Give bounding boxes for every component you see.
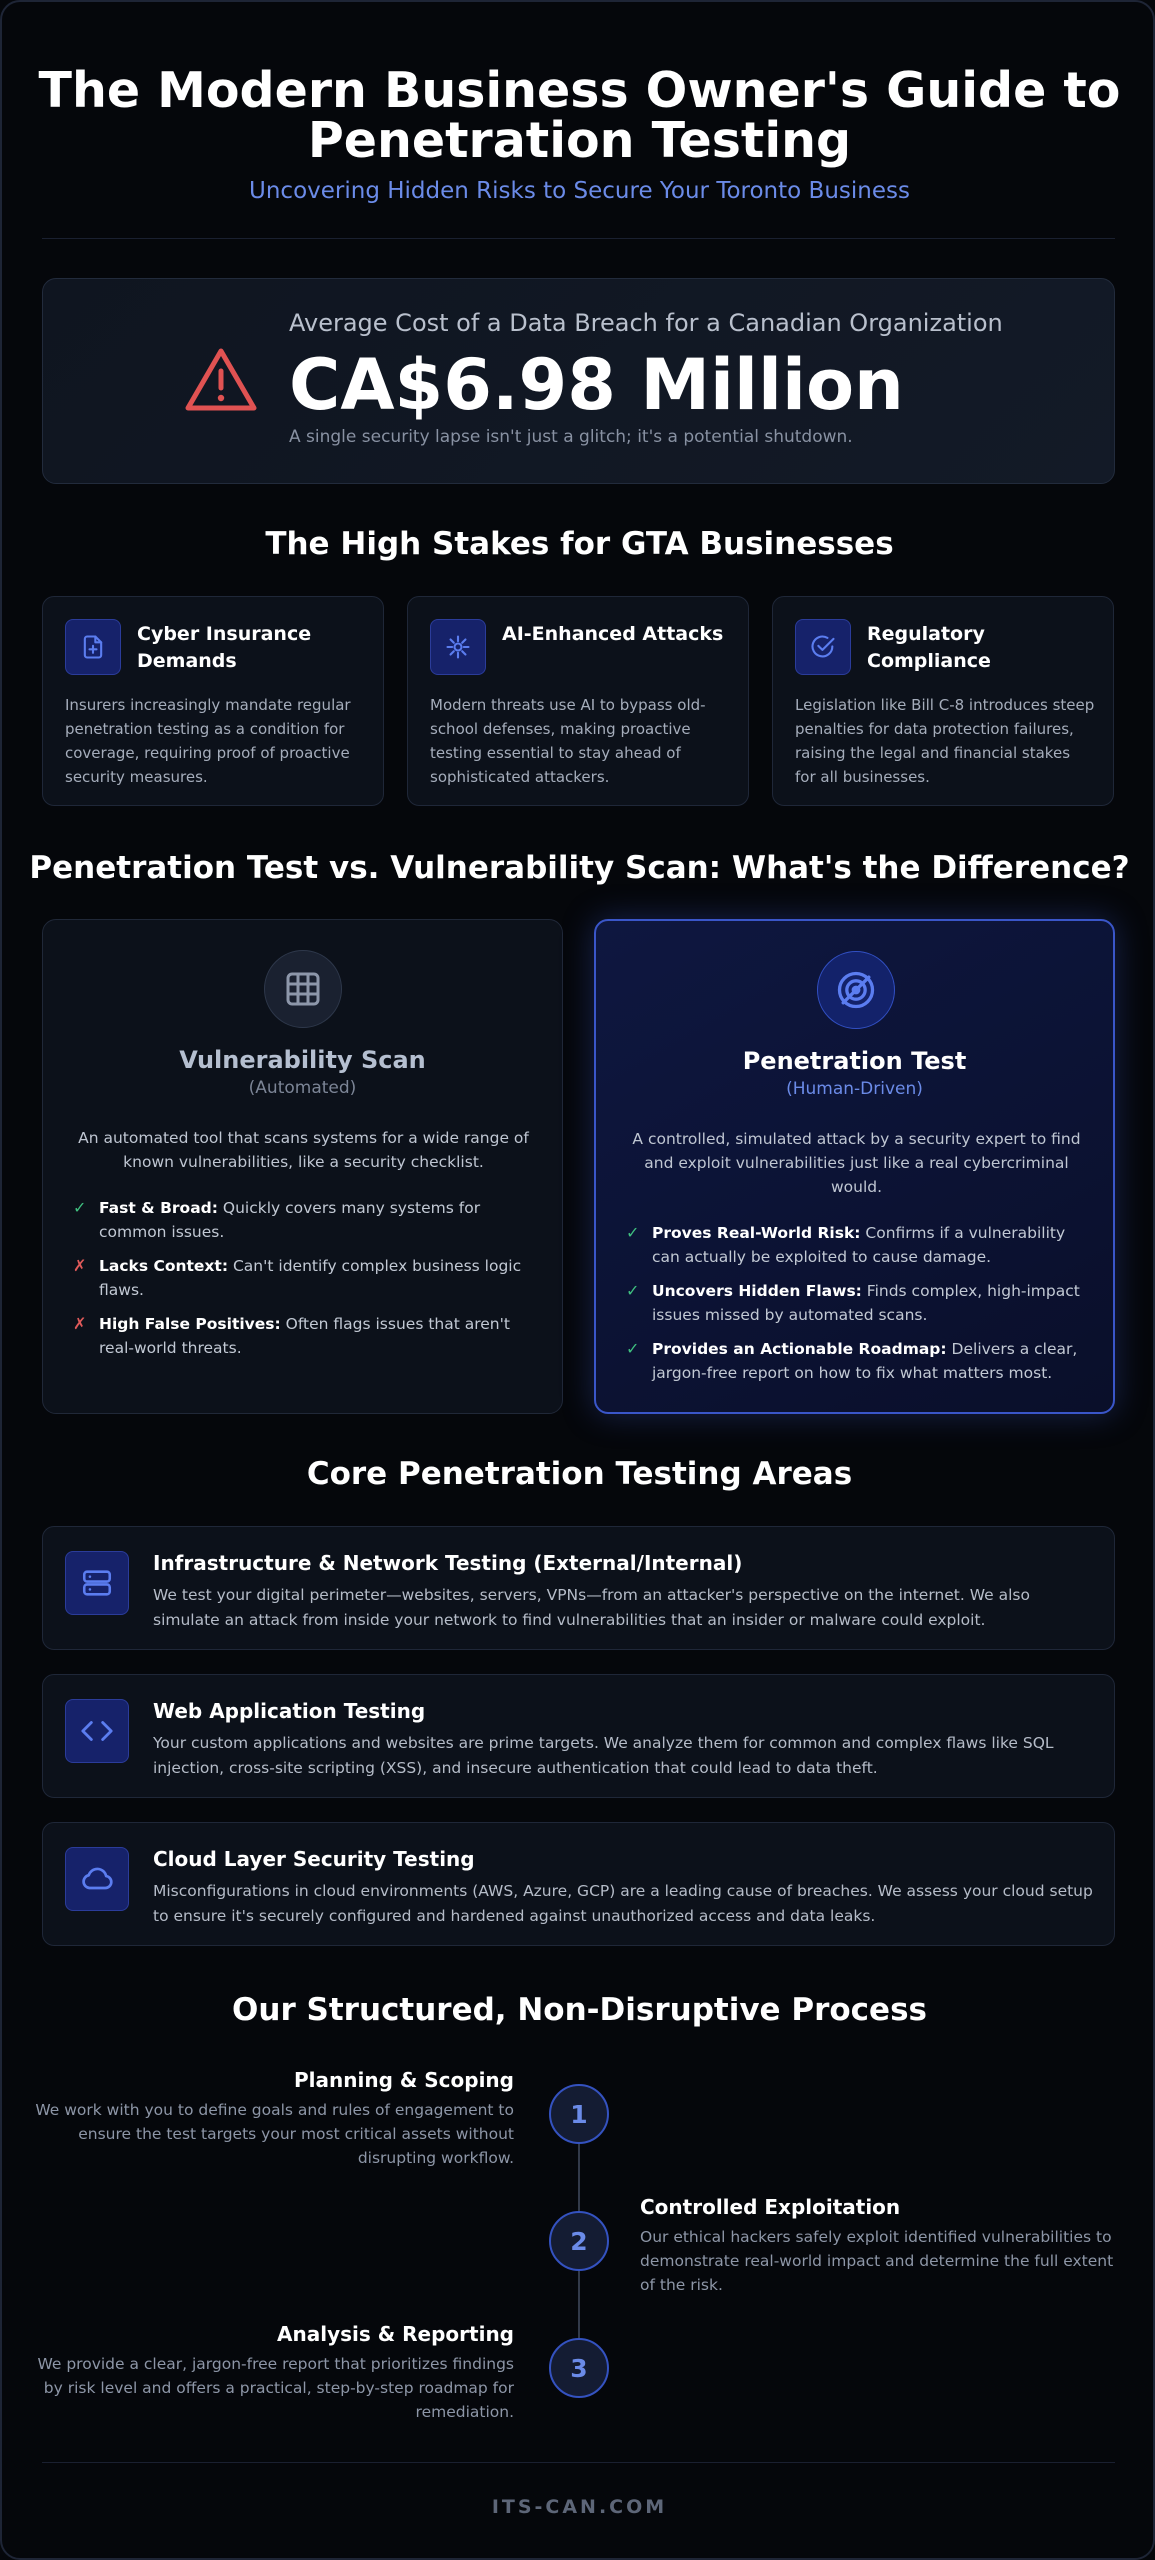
list-item: ✓ Provides an Actionable Roadmap: Delivers a clear, jargon-free report on how to fix what matters most. bbox=[626, 1339, 1078, 1382]
check-icon: ✓ bbox=[626, 1339, 640, 1358]
step-text: We work with you to define goals and rules of engagement to ensure the test targets your most critical assets without disrupting workflow. bbox=[35, 2101, 514, 2167]
area-cloud bbox=[42, 1822, 1115, 1946]
warning-triangle-icon bbox=[183, 345, 259, 415]
stat-label: Average Cost of a Data Breach for a Canadian Organization bbox=[289, 309, 1003, 337]
scan-list bbox=[73, 1196, 543, 1370]
cross-icon: ✗ bbox=[73, 1256, 87, 1275]
area-title: Cloud Layer Security Testing bbox=[153, 1847, 475, 1871]
pentest-list bbox=[626, 1221, 1096, 1395]
area-title: Infrastructure & Network Testing (External/Internal) bbox=[153, 1551, 743, 1575]
card-title: Cyber Insurance Demands bbox=[137, 623, 312, 672]
areas-heading: Core Penetration Testing Areas bbox=[306, 1456, 853, 1492]
scan-title: Vulnerability Scan bbox=[179, 1046, 426, 1074]
card-title: AI-Enhanced Attacks bbox=[502, 623, 724, 645]
step-text: Our ethical hackers safely exploit identified vulnerabilities to demonstrate real-world impact and determine the full extent of the risk. bbox=[640, 2228, 1114, 2294]
cross-icon: ✗ bbox=[73, 1314, 87, 1333]
list-item: ✗ Lacks Context: Can't identify complex business logic flaws. bbox=[73, 1256, 522, 1299]
sparkle-icon bbox=[430, 619, 486, 675]
card-title: Regulatory Compliance bbox=[867, 623, 991, 672]
comparison-heading: Penetration Test vs. Vulnerability Scan: What's the Difference? bbox=[29, 850, 1130, 886]
target-slash-icon bbox=[817, 951, 895, 1029]
area-title: Web Application Testing bbox=[153, 1699, 426, 1723]
card-text: Legislation like Bill C-8 introduces steep penalties for data protection failures, raising the legal and financial stakes for all businesses. bbox=[795, 696, 1095, 786]
area-text: Your custom applications and websites are prime targets. We analyze them for common and complex flaws like SQL injection, cross-site scripting (XSS), and insecure authentication that could lead to data theft. bbox=[153, 1734, 1054, 1777]
page-subtitle: Uncovering Hidden Risks to Secure Your Toronto Business bbox=[249, 178, 910, 204]
footer-link[interactable]: ITS-CAN.COM bbox=[491, 2496, 668, 2518]
process-step-1 bbox=[34, 2068, 514, 2170]
area-text: We test your digital perimeter—websites, servers, VPNs—from an attacker's perspective on the internet. We also simulate an attack from inside your network to find vulnerabilities that an insider or malware could exploit. bbox=[153, 1586, 1030, 1629]
step-number-3: 3 bbox=[549, 2338, 609, 2398]
step-number-1: 1 bbox=[549, 2084, 609, 2144]
area-text: Misconfigurations in cloud environments (AWS, Azure, GCP) are a leading cause of breaches. We assess your cloud setup to ensure it's securely configured and hardened against unauthorized access and data leaks. bbox=[153, 1882, 1093, 1925]
card-text: Insurers increasingly mandate regular penetration testing as a condition for coverage, requiring proof of proactive security measures. bbox=[65, 696, 351, 786]
check-badge-icon bbox=[795, 619, 851, 675]
check-icon: ✓ bbox=[626, 1281, 640, 1300]
process-step-3 bbox=[34, 2322, 514, 2424]
vulnerability-scan-panel bbox=[42, 919, 563, 1414]
list-item: ✓ Fast & Broad: Quickly covers many systems for common issues. bbox=[73, 1198, 481, 1241]
divider bbox=[42, 2462, 1115, 2463]
stake-card-compliance bbox=[772, 596, 1114, 806]
penetration-test-panel bbox=[594, 919, 1115, 1414]
area-infrastructure bbox=[42, 1526, 1115, 1650]
list-item: ✗ High False Positives: Often flags issues that aren't real-world threats. bbox=[73, 1314, 510, 1357]
page-title: The Modern Business Owner's Guide to Penetration Testing bbox=[38, 62, 1121, 169]
grid-icon bbox=[264, 950, 342, 1028]
breach-cost-panel bbox=[42, 278, 1115, 484]
stat-note: A single security lapse isn't just a glitch; it's a potential shutdown. bbox=[289, 427, 853, 447]
stake-card-insurance bbox=[42, 596, 384, 806]
process-heading: Our Structured, Non-Disruptive Process bbox=[232, 1992, 927, 2028]
card-text: Modern threats use AI to bypass old-school defenses, making proactive testing essential to stay ahead of sophisticated attackers. bbox=[430, 696, 706, 786]
process-step-2 bbox=[640, 2195, 1120, 2297]
area-web-application bbox=[42, 1674, 1115, 1798]
scan-subtitle: (Automated) bbox=[248, 1078, 357, 1098]
scan-description: An automated tool that scans systems for a wide range of known vulnerabilities, like a security checklist. bbox=[78, 1129, 529, 1171]
step-title: Planning & Scoping bbox=[294, 2068, 514, 2092]
pentest-description: A controlled, simulated attack by a security expert to find and exploit vulnerabilities just like a real cybercriminal would. bbox=[632, 1130, 1081, 1196]
list-item: ✓ Uncovers Hidden Flaws: Finds complex, high-impact issues missed by automated scans. bbox=[626, 1281, 1080, 1324]
server-icon bbox=[65, 1551, 129, 1615]
step-title: Controlled Exploitation bbox=[640, 2195, 901, 2219]
check-icon: ✓ bbox=[73, 1198, 87, 1217]
cloud-icon bbox=[65, 1847, 129, 1911]
pentest-title: Penetration Test bbox=[742, 1047, 967, 1075]
pentest-subtitle: (Human-Driven) bbox=[786, 1079, 923, 1099]
stakes-heading: The High Stakes for GTA Businesses bbox=[265, 526, 894, 562]
step-number-2: 2 bbox=[549, 2211, 609, 2271]
stat-value: CA$6.98 Million bbox=[289, 344, 904, 426]
list-item: ✓ Proves Real-World Risk: Confirms if a vulnerability can actually be exploited to cause damage. bbox=[626, 1223, 1066, 1266]
document-plus-icon bbox=[65, 619, 121, 675]
stake-card-ai bbox=[407, 596, 749, 806]
check-icon: ✓ bbox=[626, 1223, 640, 1242]
step-text: We provide a clear, jargon-free report that prioritizes findings by risk level and offers a practical, step-by-step roadmap for remediation. bbox=[37, 2355, 514, 2421]
divider bbox=[42, 238, 1115, 239]
code-icon bbox=[65, 1699, 129, 1763]
step-title: Analysis & Reporting bbox=[277, 2322, 514, 2346]
